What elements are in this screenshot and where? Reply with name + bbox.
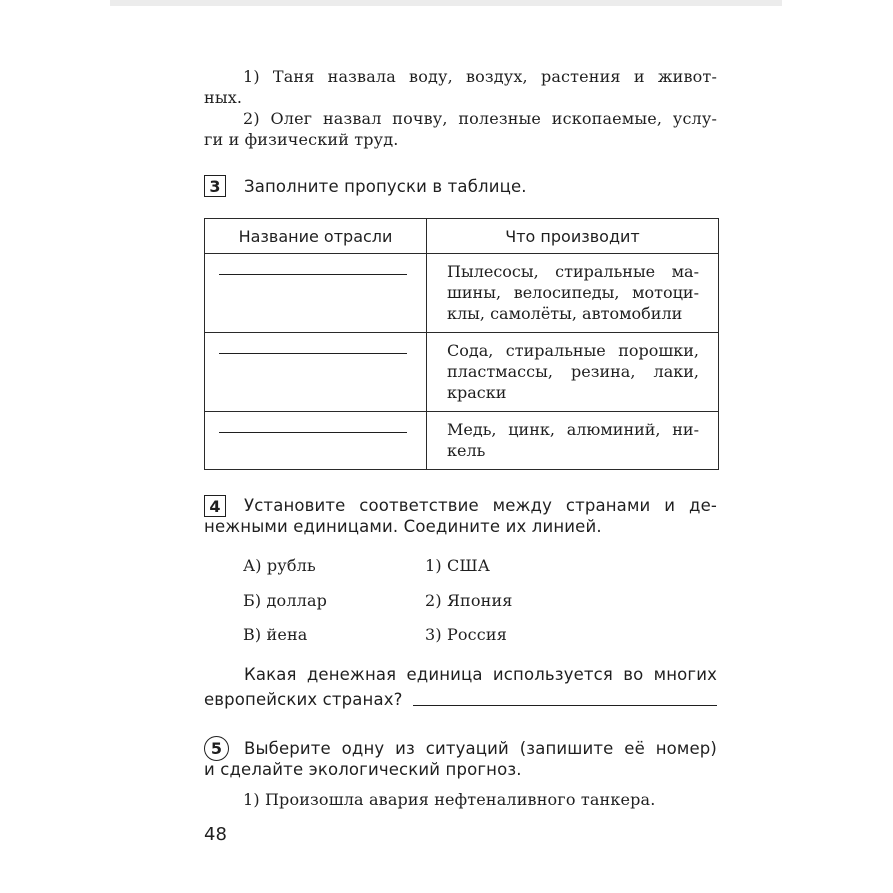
currency-rouble[interactable]: А) рубль <box>243 556 316 575</box>
euro-question-line-2: европейских странах? <box>204 690 403 709</box>
task-4-number: 4 <box>204 495 226 517</box>
products-line: клы, самолёты, автомобили <box>447 304 683 323</box>
products-cell <box>427 412 719 470</box>
products-cell <box>427 333 719 412</box>
products-line: Пылесосы, стиральные ма- <box>447 262 699 281</box>
table-row <box>205 333 719 412</box>
products-line: кель <box>447 441 486 460</box>
products-line: шины, велосипеды, мотоци- <box>447 283 699 302</box>
products-line: Сода, стиральные порошки, <box>447 341 699 360</box>
intro-item-2-line-2: ги и физический труд. <box>204 130 399 149</box>
task-3-number: 3 <box>204 175 226 197</box>
task-5-item-1: 1) Произошла авария нефтеналивного танкера. <box>243 790 656 809</box>
answer-blank-line[interactable] <box>219 432 407 433</box>
intro-item-1-line-1: 1) Таня назвала воду, воздух, растения и живот- <box>243 67 717 86</box>
euro-question-line-1: Какая денежная единица используется во многих <box>244 665 717 684</box>
table-row <box>205 412 719 470</box>
table-row <box>205 254 719 333</box>
currency-dollar[interactable]: Б) доллар <box>243 591 328 610</box>
header-what-produces: Что производит <box>427 219 719 254</box>
table-header-row <box>205 219 719 254</box>
products-line: пластмассы, резина, лаки, <box>447 362 699 381</box>
page-number: 48 <box>204 824 227 845</box>
task-4-prompt-line-2: нежными единицами. Соедините их линией. <box>204 517 602 536</box>
header-industry-name: Название отрасли <box>205 219 427 254</box>
intro-item-1-line-2: ных. <box>204 88 243 107</box>
euro-answer-line[interactable] <box>413 705 717 706</box>
task-5-number: 5 <box>204 736 229 761</box>
industry-answer-cell[interactable] <box>205 333 427 412</box>
industry-answer-cell[interactable] <box>205 254 427 333</box>
answer-blank-line[interactable] <box>219 353 407 354</box>
task-3-prompt: Заполните пропуски в таблице. <box>244 177 527 196</box>
products-cell <box>427 254 719 333</box>
answer-blank-line[interactable] <box>219 274 407 275</box>
country-japan[interactable]: 2) Япония <box>425 591 513 610</box>
top-scan-edge <box>110 0 782 6</box>
industry-table <box>204 218 719 470</box>
country-russia[interactable]: 3) Россия <box>425 625 507 644</box>
industry-answer-cell[interactable] <box>205 412 427 470</box>
products-line: Медь, цинк, алюминий, ни- <box>447 420 699 439</box>
products-line: краски <box>447 383 507 402</box>
task-4-prompt-line-1: Установите соответствие между странами и де- <box>244 496 717 515</box>
task-5-prompt-line-2: и сделайте экологический прогноз. <box>204 760 522 779</box>
intro-item-2-line-1: 2) Олег назвал почву, полезные ископаемые, услу- <box>243 109 717 128</box>
country-usa[interactable]: 1) США <box>425 556 491 575</box>
currency-yen[interactable]: В) йена <box>243 625 308 644</box>
task-5-prompt-line-1: Выберите одну из ситуаций (запишите её номер) <box>244 739 717 758</box>
